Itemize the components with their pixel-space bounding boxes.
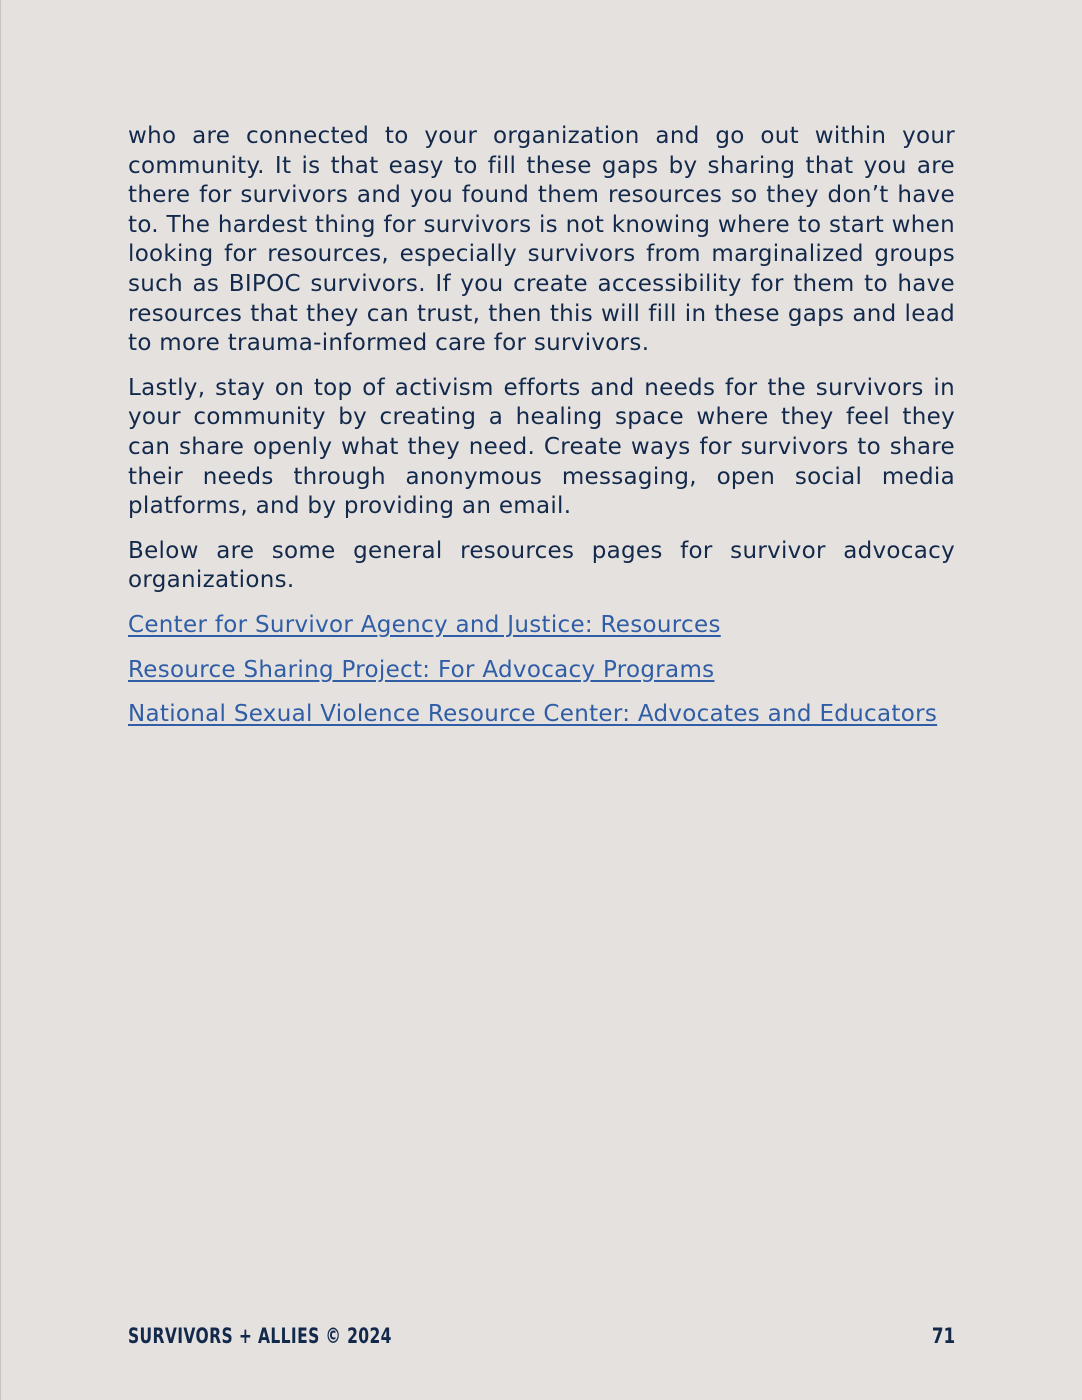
paragraph-community-resources: who are connected to your organization and go out within your community. It is that easy to fill these gaps by sharing that you are there for survivors and you found them resources so they don’t have to. The hardest thing for survivors is not knowing where to start when looking for resources, especially survivors from marginalized groups such as BIPOC survivors. If you create accessibility for them to have resources that they can trust, then this will fill in these gaps and lead to more trauma-informed care for survivors. [128, 123, 955, 357]
paragraph-activism: Lastly, stay on top of activism efforts and needs for the survivors in your community by creating a healing space where they feel they can share openly what they need. Create ways for survivors to share their needs through anonymous messaging, open social media platforms, and by providing an email. [128, 374, 955, 520]
link-cs-agency-justice[interactable]: Center for Survivor Agency and Justice: Resources [128, 611, 721, 638]
page-number: 71 [931, 1324, 955, 1348]
link-item [128, 700, 955, 730]
paragraph-general-resources: Below are some general resources pages for survivor advocacy organizations. [128, 537, 955, 594]
link-item [128, 611, 955, 641]
footer-title: SURVIVORS + ALLIES © 2024 [128, 1324, 392, 1348]
link-resource-sharing-project[interactable]: Resource Sharing Project: For Advocacy Programs [128, 656, 715, 683]
link-nsvrc-advocates[interactable]: National Sexual Violence Resource Center: Advocates and Educators [128, 701, 938, 728]
link-item [128, 656, 955, 686]
page-edge [0, 0, 1, 1400]
page-content [128, 122, 955, 745]
